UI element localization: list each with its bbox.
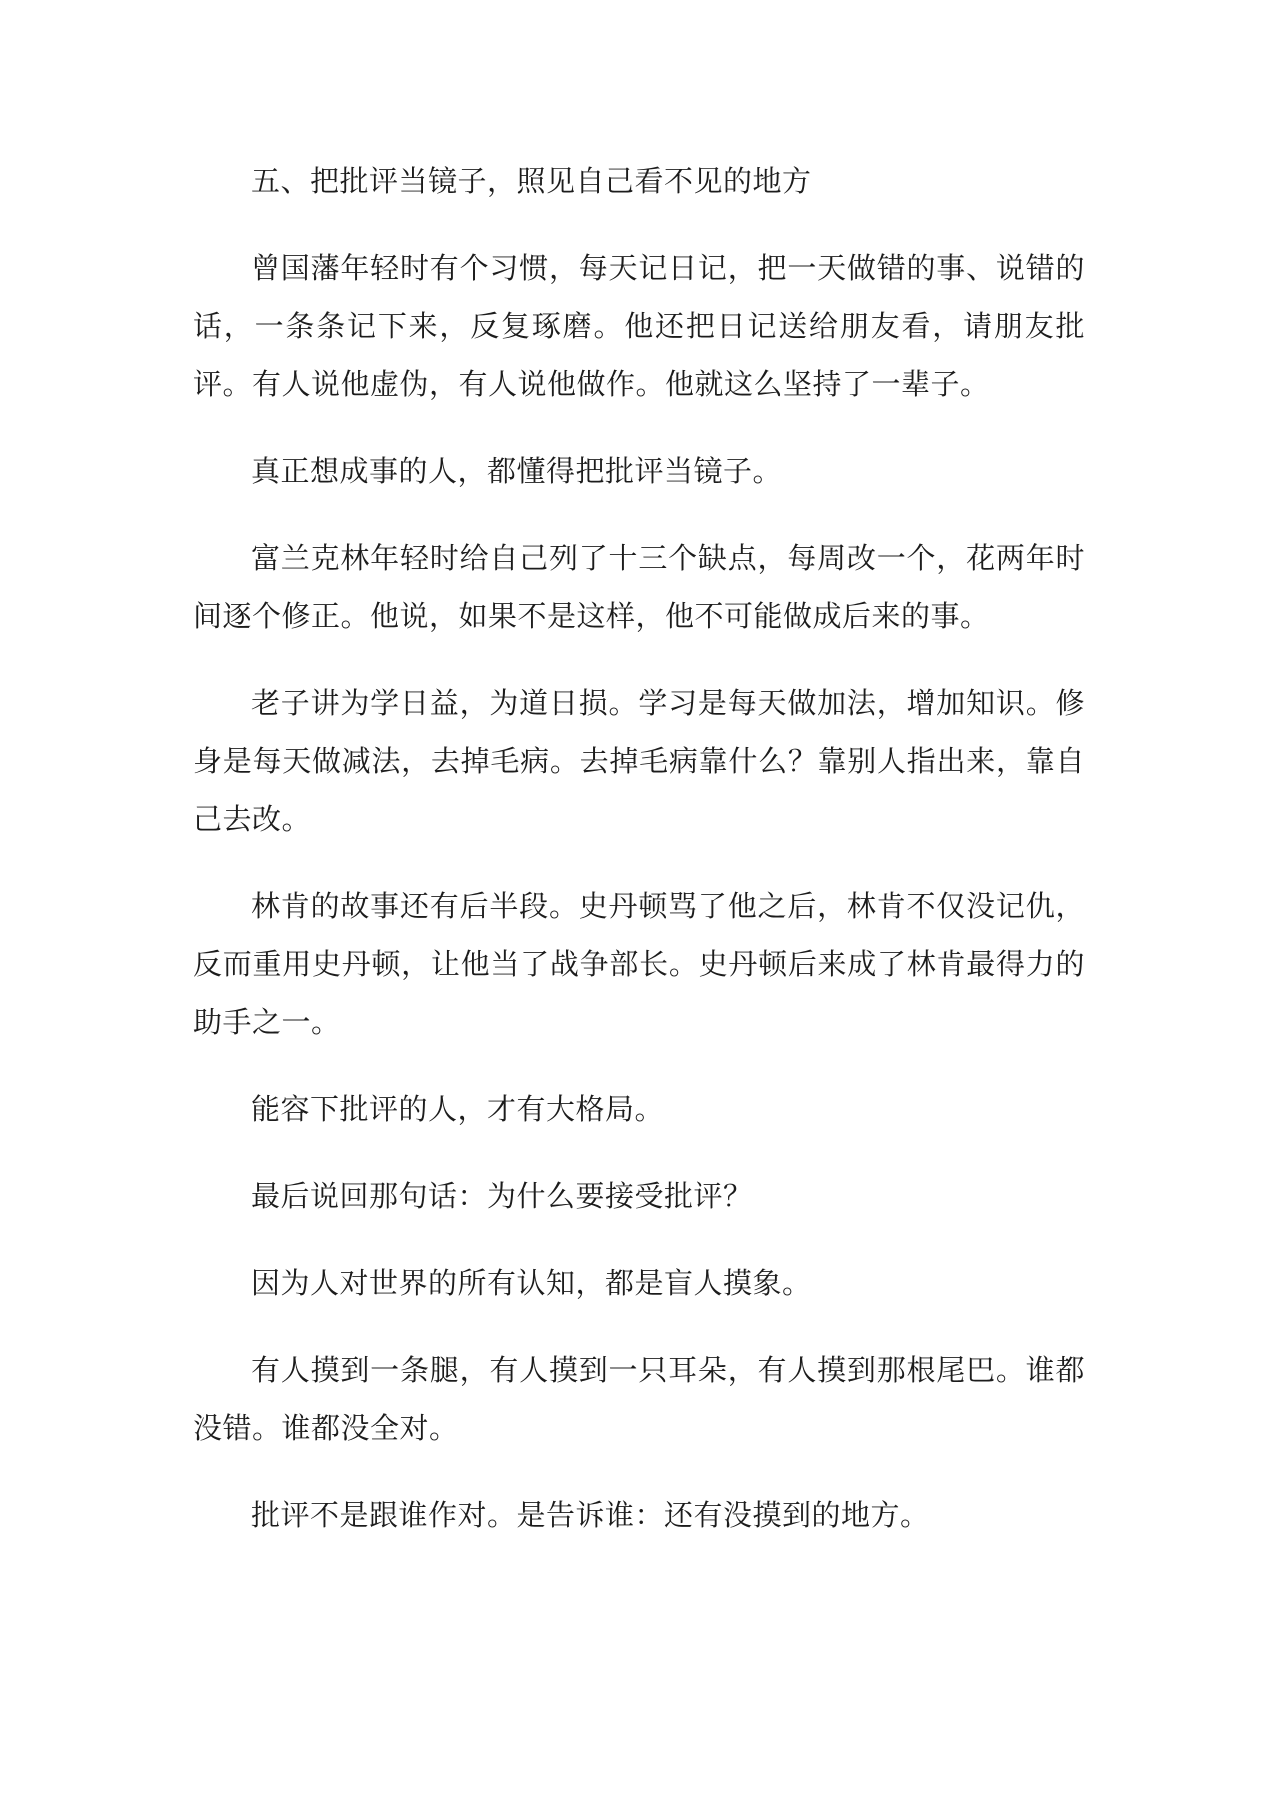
paragraph: 老子讲为学日益，为道日损。学习是每天做加法，增加知识。修身是每天做减法，去掉毛病。去掉毛病靠什么？靠别人指出来，靠自己去改。	[193, 686, 1085, 836]
paragraph: 林肯的故事还有后半段。史丹顿骂了他之后，林肯不仅没记仇，反而重用史丹顿，让他当了战争部长。史丹顿后来成了林肯最得力的助手之一。	[193, 889, 1085, 1039]
paragraph: 能容下批评的人，才有大格局。	[251, 1092, 665, 1126]
paragraph: 最后说回那句话：为什么要接受批评？	[251, 1179, 753, 1213]
document-body	[193, 152, 1085, 1573]
paragraph: 曾国藩年轻时有个习惯，每天记日记，把一天做错的事、说错的话，一条条记下来，反复琢磨。他还把日记送给朋友看，请朋友批评。有人说他虚伪，有人说他做作。他就这么坚持了一辈子。	[193, 251, 1085, 401]
paragraph: 真正想成事的人，都懂得把批评当镜子。	[251, 454, 783, 488]
paragraph: 批评不是跟谁作对。是告诉谁：还有没摸到的地方。	[251, 1498, 930, 1532]
paragraph: 有人摸到一条腿，有人摸到一只耳朵，有人摸到那根尾巴。谁都没错。谁都没全对。	[193, 1353, 1085, 1445]
section-heading: 五、把批评当镜子，照见自己看不见的地方	[251, 164, 812, 198]
paragraph: 因为人对世界的所有认知，都是盲人摸象。	[251, 1266, 812, 1300]
paragraph: 富兰克林年轻时给自己列了十三个缺点，每周改一个，花两年时间逐个修正。他说，如果不是这样，他不可能做成后来的事。	[193, 541, 1085, 633]
